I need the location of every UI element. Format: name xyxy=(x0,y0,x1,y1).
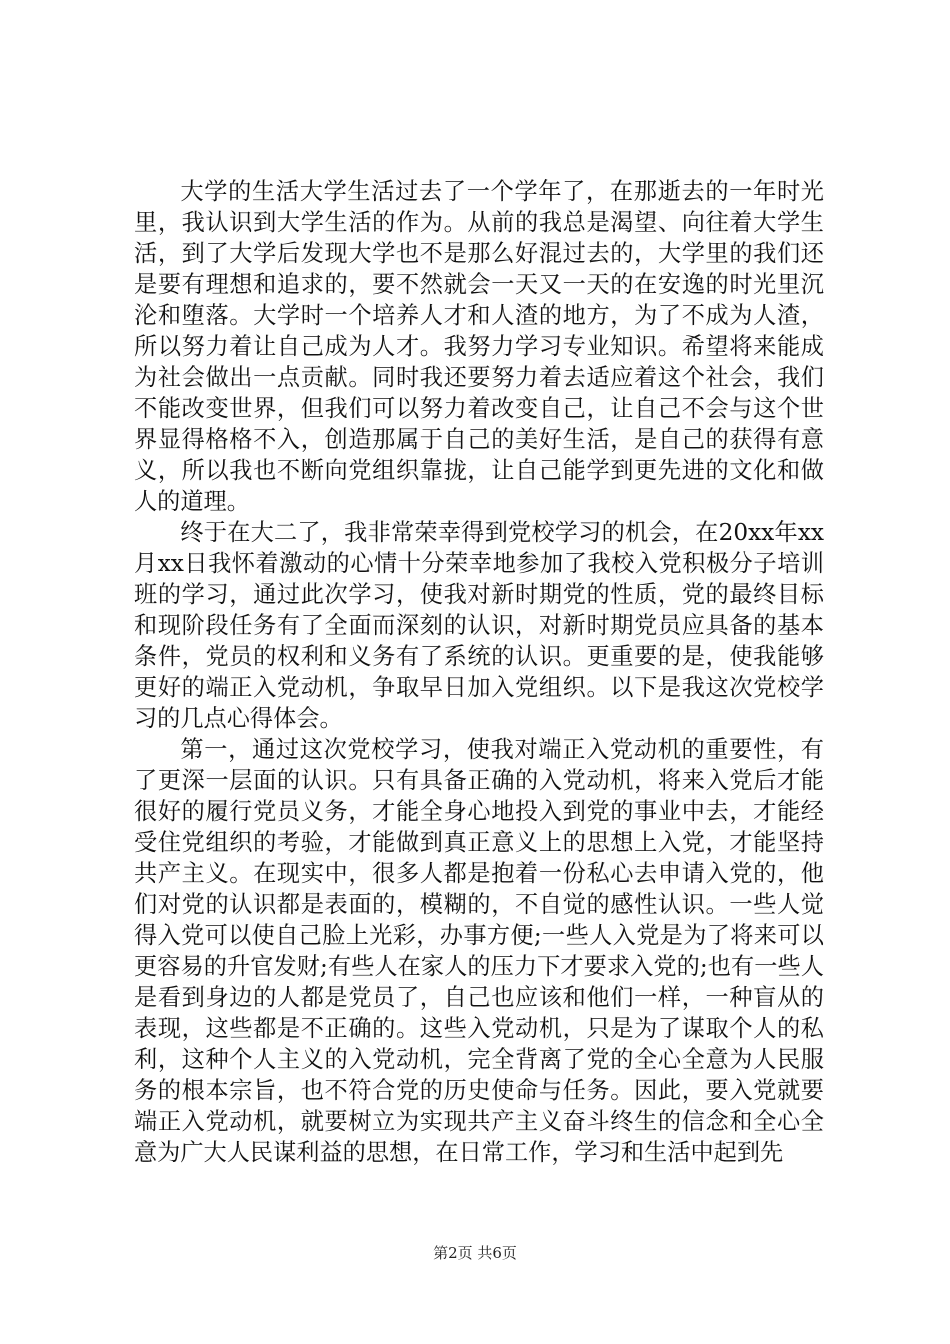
paragraph-3: 第一，通过这次党校学习，使我对端正入党动机的重要性，有了更深一层面的认识。只有具备正确的入党动机，将来入党后才能很好的履行党员义务，才能全身心地投入到党的事业中去，才能经受住党组织的考验，才能做到真正意义上的思想上入党，才能坚持共产主义。在现实中，很多人都是抱着一份私心去申请入党的，他们对党的认识都是表面的，模糊的，不自觉的感性认识。一些人觉得入党可以使自己脸上光彩，办事方便;一些人入党是为了将来可以更容易的升官发财;有些人在家人的压力下才要求入党的;也有一些人是看到身边的人都是党员了，自己也应该和他们一样，一种盲从的表现，这些都是不正确的。这些入党动机，只是为了谋取个人的私利，这种个人主义的入党动机，完全背离了党的全心全意为人民服务的根本宗旨，也不符合党的历史使命与任务。因此，要入党就要端正入党动机，就要树立为实现共产主义奋斗终生的信念和全心全意为广大人民谋利益的思想，在日常工作，学习和生活中起到先 xyxy=(134,736,824,1166)
page-number-footer: 第2页 共6页 xyxy=(433,1244,517,1262)
document-body xyxy=(134,176,824,1168)
paragraph-1: 大学的生活大学生活过去了一个学年了，在那逝去的一年时光里，我认识到大学生活的作为。从前的我总是渴望、向往着大学生活，到了大学后发现大学也不是那么好混过去的，大学里的我们还是要有理想和追求的，要不然就会一天又一天的在安逸的时光里沉沦和堕落。大学时一个培养人才和人渣的地方，为了不成为人渣，所以努力着让自己成为人才。我努力学习专业知识。希望将来能成为社会做出一点贡献。同时我还要努力着去适应着这个社会，我们不能改变世界，但我们可以努力着改变自己，让自己不会与这个世界显得格格不入，创造那属于自己的美好生活，是自己的获得有意义，所以我也不断向党组织靠拢，让自己能学到更先进的文化和做人的道理。 xyxy=(134,178,824,515)
paragraph-2: 终于在大二了，我非常荣幸得到党校学习的机会，在20xx年xx月xx日我怀着激动的心情十分荣幸地参加了我校入党积极分子培训班的学习，通过此次学习，使我对新时期党的性质，党的最终目标和现阶段任务有了全面而深刻的认识，对新时期党员应具备的基本条件，党员的权利和义务有了系统的认识。更重要的是，使我能够更好的端正入党动机，争取早日加入党组织。以下是我这次党校学习的几点心得体会。 xyxy=(134,519,824,732)
